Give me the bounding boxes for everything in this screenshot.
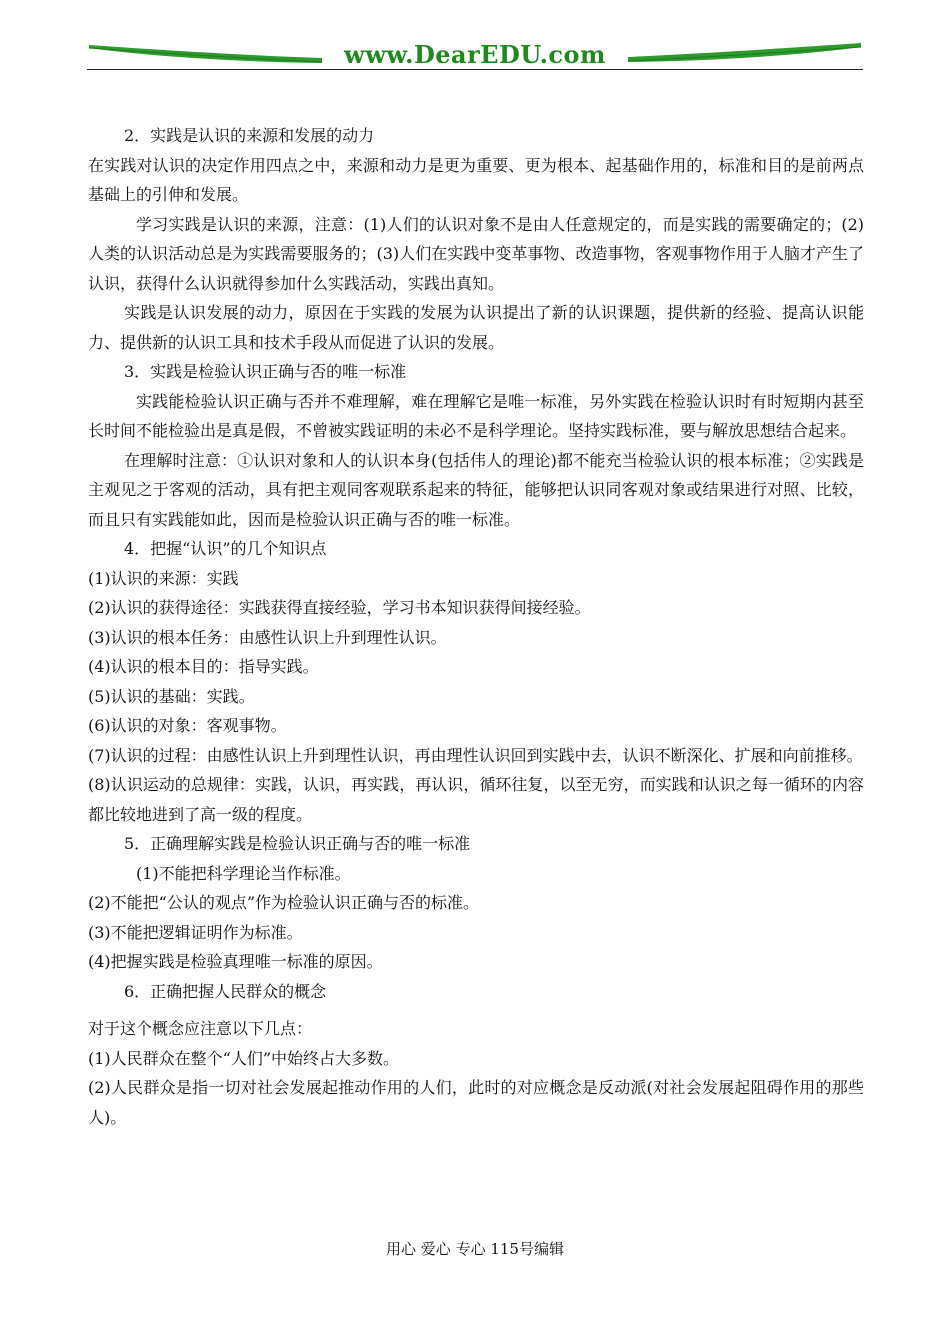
list-item: (2)不能把“公认的观点”作为检验认识正确与否的标准。	[88, 893, 480, 912]
paragraph: 在理解时注意：①认识对象和人的认识本身(包括伟人的理论)都不能充当检验认识的根本标准；②实践是主观见之于客观的活动，具有把主观同客观联系起来的特征，能够把认识同客观对象或结果进行对照、比较，而且只有实践能如此，因而是检验认识正确与否的唯一标准。	[88, 450, 864, 529]
list-item: (1)认识的来源：实践	[88, 568, 239, 588]
list-item: (6)认识的对象：客观事物。	[88, 716, 287, 735]
list-item: (1)人民群众在整个“人们”中始终占大多数。	[88, 1048, 400, 1068]
list-item: (2)认识的获得途径：实践获得直接经验，学习书本知识获得间接经验。	[88, 598, 591, 617]
list-item: (2)人民群众是指一切对社会发展起推动作用的人们，此时的对应概念是反动派(对社会发展起阻碍作用的那些人)。	[88, 1078, 864, 1127]
list-item: (3)认识的根本任务：由感性认识上升到理性认识。	[88, 627, 447, 647]
paragraph: 实践能检验认识正确与否并不难理解，难在理解它是唯一标准，另外实践在检验认识时有时短期内甚至长时间不能检验出是真是假，不曾被实践证明的未必不是科学理论。坚持实践标准，要与解放思想结合起来。	[88, 391, 864, 440]
section-heading: 3．实践是检验认识正确与否的唯一标准	[124, 362, 407, 381]
section-heading: 6．正确把握人民群众的概念	[124, 981, 327, 1001]
list-item: (7)认识的过程：由感性认识上升到理性认识，再由理性认识回到实践中去，认识不断深化、扩展和向前推移。	[88, 745, 863, 765]
list-item: (1)不能把科学理论当作标准。	[136, 863, 351, 883]
site-header	[87, 36, 863, 70]
list-item: (8)认识运动的总规律：实践，认识，再实践，再认识，循环往复，以至无穷，而实践和认识之每一循环的内容都比较地进到了高一级的程度。	[88, 775, 864, 824]
document-body	[88, 121, 864, 1132]
site-logo[interactable]: www.DearEDU.com	[344, 40, 606, 69]
paragraph: 对于这个概念应注意以下几点：	[88, 1019, 313, 1038]
list-item: (4)把握实践是检验真理唯一标准的原因。	[88, 952, 383, 971]
section-heading: 4．把握“认识”的几个知识点	[124, 539, 327, 558]
list-item: (3)不能把逻辑证明作为标准。	[88, 922, 303, 942]
paragraph: 在实践对认识的决定作用四点之中，来源和动力是更为重要、更为根本、起基础作用的，标准和目的是前两点基础上的引伸和发展。	[88, 155, 864, 204]
list-item: (5)认识的基础：实践。	[88, 686, 255, 706]
section-heading: 2．实践是认识的来源和发展的动力	[124, 126, 375, 145]
header-divider	[87, 69, 863, 70]
section-heading: 5．正确理解实践是检验认识正确与否的唯一标准	[124, 834, 471, 853]
page-footer: 用心 爱心 专心 115号编辑	[386, 1240, 564, 1258]
list-item: (4)认识的根本目的：指导实践。	[88, 657, 319, 676]
paragraph: 学习实践是认识的来源，注意：(1)人们的认识对象不是由人任意规定的，而是实践的需要确定的；(2)人类的认识活动总是为实践需要服务的；(3)人们在实践中变革事物、改造事物，客观事物作用于人脑才产生了认识，获得什么认识就得参加什么实践活动，实践出真知。	[88, 214, 864, 293]
paragraph: 实践是认识发展的动力，原因在于实践的发展为认识提出了新的认识课题，提供新的经验、提高认识能力、提供新的认识工具和技术手段从而促进了认识的发展。	[88, 303, 864, 352]
